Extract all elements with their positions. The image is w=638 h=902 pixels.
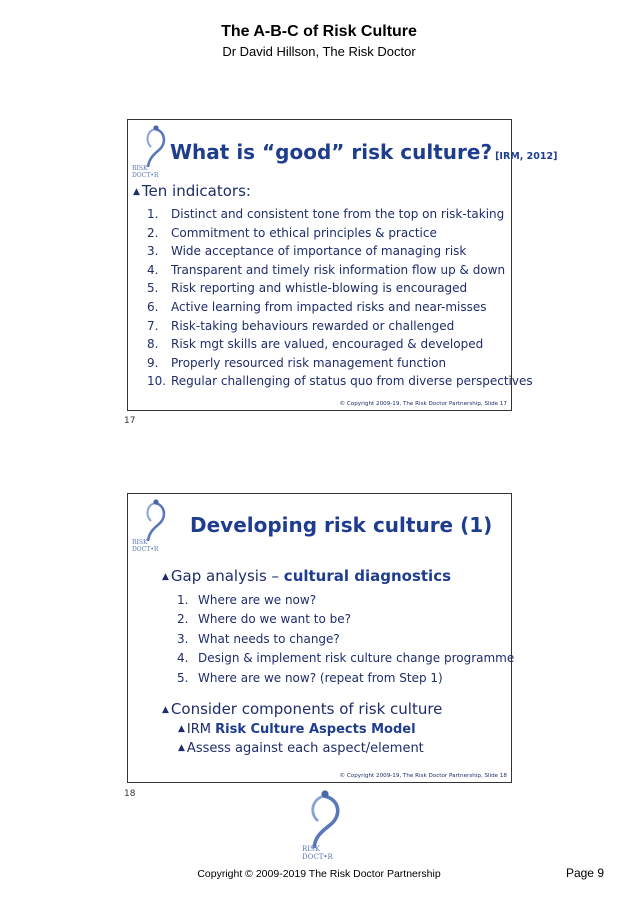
list-text: Transparent and timely risk information flow up & down: [171, 262, 506, 277]
list-text: Risk mgt skills are valued, encouraged & developed: [171, 337, 484, 352]
list-number: 8.: [147, 337, 159, 352]
bullet-text: Ten indicators:: [141, 182, 251, 200]
slide-title: Developing risk culture (1): [190, 513, 493, 537]
list-item: [177, 591, 514, 610]
list-number: 4.: [177, 651, 189, 666]
list-text: Where are we now?: [198, 593, 317, 607]
list-item: [177, 649, 514, 668]
triangle-bullet-icon: ▲: [133, 187, 140, 197]
steps-list: [177, 591, 514, 688]
document-author: Dr David Hillson, The Risk Doctor: [222, 44, 416, 59]
list-text: Where do we want to be?: [198, 612, 352, 627]
list-number: 10.: [147, 374, 167, 389]
bullet-consider-components: [162, 700, 442, 718]
list-text: Design & implement risk culture change programme: [198, 651, 515, 666]
sub-bullet-text: IRM: [186, 722, 216, 737]
list-text: Risk reporting and whistle-blowing is encouraged: [171, 281, 468, 296]
triangle-bullet-icon: ▲: [162, 705, 169, 715]
list-number: 5.: [147, 281, 159, 296]
bullet-text: Gap analysis –: [170, 567, 284, 585]
svg-text:RISK: RISK: [132, 539, 148, 546]
list-number: 7.: [147, 318, 159, 333]
sub-bullet-text: Assess against each aspect/element: [186, 741, 424, 756]
list-text: Risk-taking behaviours rewarded or challenged: [171, 318, 455, 333]
svg-text:DOCT•R: DOCT•R: [132, 172, 159, 179]
list-item: [147, 317, 533, 336]
list-item: [147, 242, 533, 261]
list-text: Active learning from impacted risks and near-misses: [171, 299, 487, 314]
list-number: 2.: [147, 225, 159, 240]
sub-bullet-assess: [178, 741, 424, 756]
list-text: Distinct and consistent tone from the top on risk-taking: [171, 207, 505, 221]
slide-title-text: What is “good” risk culture?: [170, 140, 493, 164]
footer-risk-doctor-logo: [288, 788, 350, 860]
list-item: [147, 372, 533, 391]
slide-18: [127, 493, 515, 783]
slide-title: [170, 140, 557, 164]
list-item: [177, 630, 514, 649]
list-text: Properly resourced risk management function: [171, 355, 447, 370]
svg-text:DOCT•R: DOCT•R: [302, 853, 333, 860]
list-item: [147, 224, 533, 243]
triangle-bullet-icon: ▲: [178, 724, 185, 734]
list-item: [147, 261, 533, 280]
list-number: 4.: [147, 262, 159, 277]
risk-doctor-logo: [131, 497, 171, 553]
list-item: [147, 205, 533, 224]
indicators-list: [147, 205, 533, 391]
slide-number: 17: [124, 416, 136, 426]
sub-bullet-irm-model: [178, 722, 416, 737]
list-item: [177, 669, 514, 688]
list-text: What needs to change?: [198, 631, 340, 646]
bullet-gap-analysis: [162, 567, 451, 585]
list-item: [147, 298, 533, 317]
risk-doctor-logo: [131, 123, 171, 179]
svg-text:RISK: RISK: [132, 165, 148, 172]
triangle-bullet-icon: ▲: [162, 572, 169, 582]
list-number: 3.: [147, 244, 159, 259]
page-number: Page 9: [565, 866, 604, 880]
list-text: Regular challenging of status quo from diverse perspectives: [171, 374, 533, 389]
list-number: 6.: [147, 299, 159, 314]
list-text: Wide acceptance of importance of managing risk: [171, 244, 467, 259]
page-copyright: Copyright © 2009-2019 The Risk Doctor Partnership: [197, 868, 441, 880]
list-number: 1.: [147, 207, 159, 221]
slide-17: [127, 119, 558, 411]
slide-title-reference: [IRM, 2012]: [495, 151, 558, 162]
slide-number: 18: [124, 789, 136, 799]
list-number: 1.: [177, 593, 189, 607]
list-item: [147, 354, 533, 373]
document-title: The A-B-C of Risk Culture: [221, 23, 417, 40]
document-header: [0, 22, 638, 61]
slide-copyright: © Copyright 2009-19, The Risk Doctor Partnership, Slide 17: [339, 401, 507, 407]
list-number: 2.: [177, 612, 189, 627]
sub-bullet-highlight: Risk Culture Aspects Model: [215, 722, 416, 737]
bullet-highlight: cultural diagnostics: [283, 567, 452, 585]
bullet-text: Consider components of risk culture: [170, 700, 443, 718]
list-item: [177, 610, 514, 629]
bullet-ten-indicators: [133, 182, 251, 200]
list-number: 3.: [177, 631, 189, 646]
triangle-bullet-icon: ▲: [178, 743, 185, 753]
list-number: 9.: [147, 355, 159, 370]
list-text: Where are we now? (repeat from Step 1): [198, 670, 443, 685]
slide-copyright: © Copyright 2009-19, The Risk Doctor Partnership, Slide 18: [339, 773, 507, 779]
list-number: 5.: [177, 670, 189, 685]
svg-text:RISK: RISK: [302, 845, 321, 853]
list-item: [147, 335, 533, 354]
svg-text:DOCT•R: DOCT•R: [132, 546, 159, 553]
list-item: [147, 279, 533, 298]
list-text: Commitment to ethical principles & practice: [171, 225, 437, 240]
